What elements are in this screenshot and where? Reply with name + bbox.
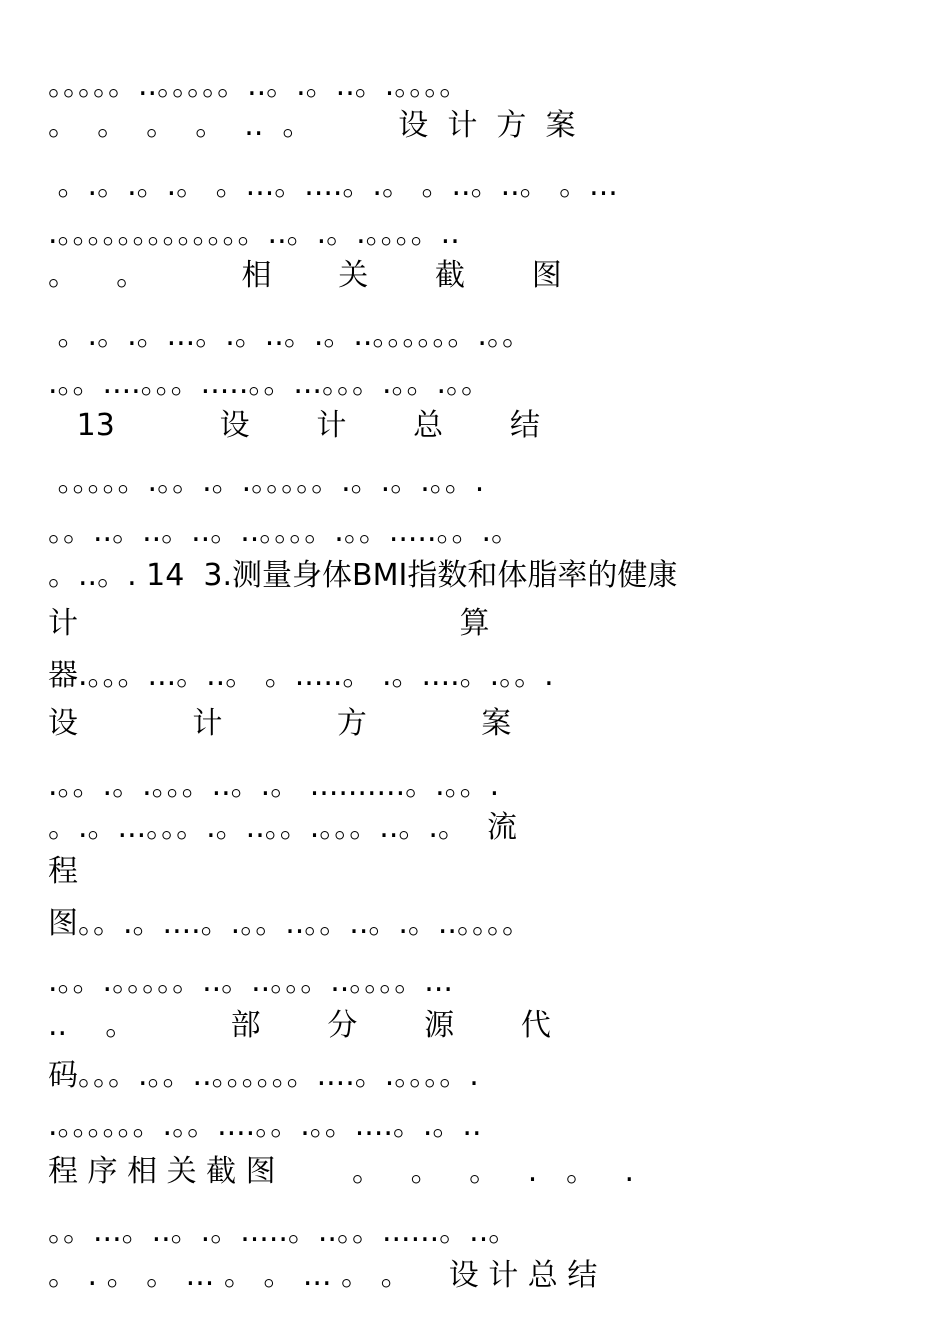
toc-line: 13 设 计 总 结: [48, 408, 540, 443]
toc-line: 。.。.。.。 。...。....。.。 。..。..。 。...: [48, 168, 618, 203]
toc-line: 程 序 相 关 截 图 。 。 。 . 。 .: [48, 1154, 635, 1189]
toc-line: 。 。 。 。 .. 。 设 计 方 案: [48, 108, 576, 143]
toc-line: .。。。。。。。。。。。。。..。.。.。。。。..: [48, 216, 460, 251]
toc-line: 。.。...。。。.。..。。.。。。..。.。 流: [48, 810, 517, 845]
toc-line: .。。.。。。。。..。..。。。..。。。。...: [48, 964, 453, 999]
toc-line: 。..。. 14 3.测量身体BMI指数和体脂率的健康: [48, 558, 678, 593]
toc-line: 码。。。.。。..。。。。。。....。.。。。。.: [48, 1058, 479, 1093]
toc-line: .。。。。。。.。。....。。.。。....。.。..: [48, 1108, 482, 1143]
toc-line: 。。。。。..。。。。。..。.。..。.。。。。: [48, 68, 470, 103]
toc-line: 。。..。..。..。..。。。。.。。.....。。.。: [48, 514, 522, 549]
toc-line: 。 . 。 。 ... 。 。 ... 。 。 设 计 总 结: [48, 1258, 598, 1293]
toc-line: .。。.。.。。。..。.。 ..........。.。。.: [48, 768, 500, 803]
toc-line: 程: [48, 854, 78, 889]
toc-line: 图。。.。....。.。。..。。..。.。..。。。。: [48, 906, 532, 941]
toc-line: 。.。.。...。.。..。.。..。。。。。。.。。: [48, 318, 532, 353]
toc-line: 计 算: [48, 606, 490, 641]
toc-line: 。。...。..。.。.....。..。。......。..。: [48, 1214, 519, 1249]
toc-line: 。。。。。.。。.。.。。。。。.。.。.。。.: [48, 464, 485, 499]
toc-line: 。 。 相 关 截 图: [48, 258, 562, 293]
toc-line: 器.。。。...。..。 。.....。 .。....。.。。.: [48, 658, 554, 693]
toc-line: 设 计 方 案: [48, 706, 512, 741]
toc-line: .. 。 部 分 源 代: [48, 1008, 551, 1043]
toc-line: .。。....。。。.....。。...。。。.。。.。。: [48, 366, 492, 401]
